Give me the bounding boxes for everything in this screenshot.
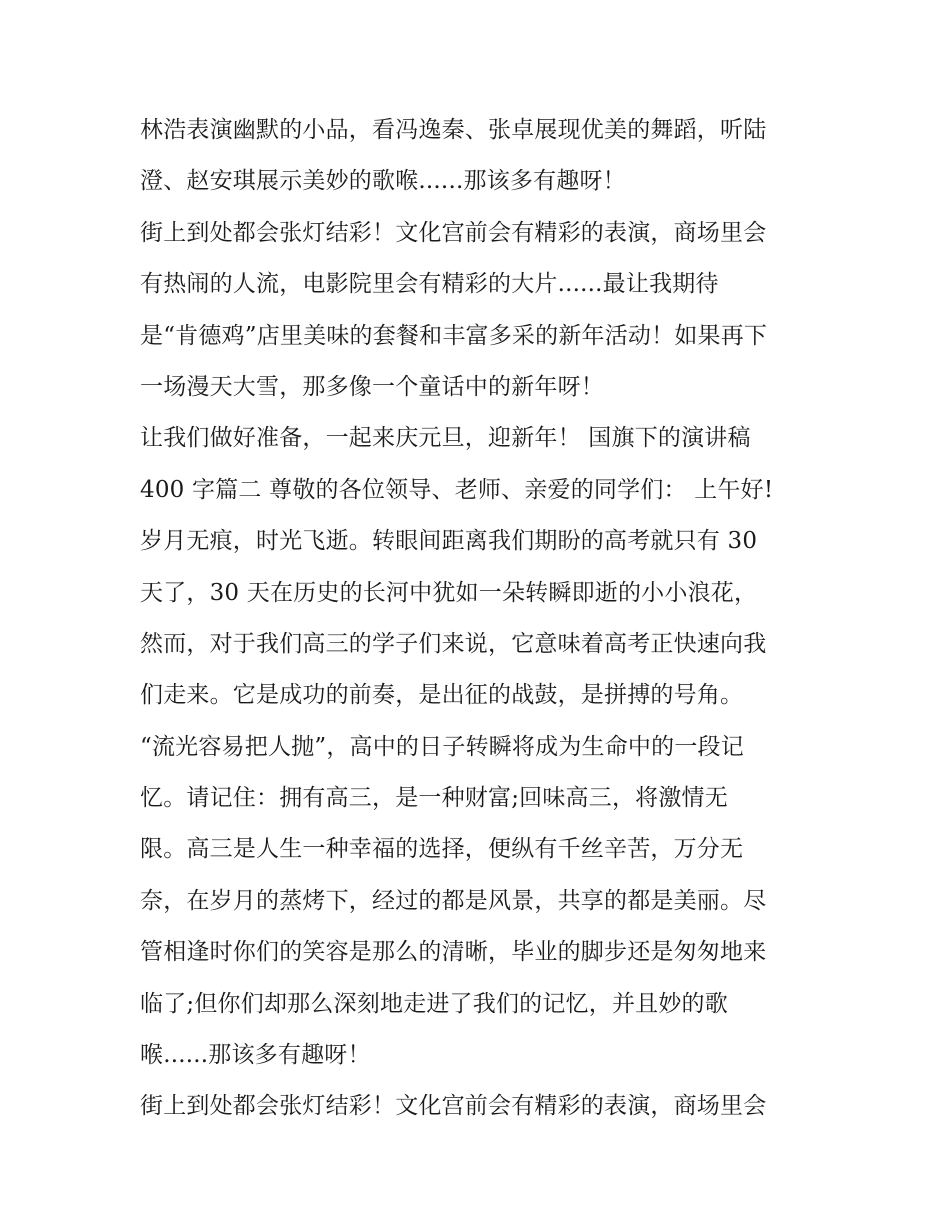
text-line: 然而，对于我们高三的学子们来说，它意味着高考正快速向我 <box>140 630 767 657</box>
text-line: 澄、赵安琪展示美妙的歌喉......那该多有趣呀！ <box>140 168 626 195</box>
text-line: 限。高三是人生一种幸福的选择，便纵有千丝辛苦，万分无 <box>140 836 744 863</box>
text-line: “流光容易把人抛”，高中的日子转瞬将成为生命中的一段记 <box>140 733 744 760</box>
text-line: 有热闹的人流，电影院里会有精彩的大片......最让我期待 <box>140 271 719 298</box>
text-line: 们走来。它是成功的前奏，是出征的战鼓，是拼搏的号角。 <box>140 682 744 709</box>
text-line: 管相逢时你们的笑容是那么的清晰，毕业的脚步还是匆匆地来 <box>140 939 767 966</box>
text-line: 林浩表演幽默的小品，看冯逸秦、张卓展现优美的舞蹈，听陆 <box>140 117 767 143</box>
text-line: 临了;但你们却那么深刻地走进了我们的记忆，并且妙的歌 <box>140 990 728 1017</box>
text-line: 忆。请记住：拥有高三，是一种财富;回味高三，将激情无 <box>140 785 728 812</box>
text-line: 奈，在岁月的蒸烤下，经过的都是风景，共享的都是美丽。尽 <box>140 887 767 914</box>
text-line: 一场漫天大雪，那多像一个童话中的新年呀！ <box>140 373 604 400</box>
text-line: 岁月无痕，时光飞逝。转眼间距离我们期盼的高考就只有 30 <box>140 528 758 555</box>
text-line: 让我们做好准备，一起来庆元旦，迎新年！ 国旗下的演讲稿 <box>140 425 751 452</box>
text-line: 喉......那该多有趣呀！ <box>140 1042 371 1069</box>
text-line: 天了，30 天在历史的长河中犹如一朵转瞬即逝的小小浪花， <box>140 579 758 606</box>
text-line: 是“肯德鸡”店里美味的套餐和丰富多采的新年活动！如果再下 <box>140 322 768 349</box>
text-line: 街上到处都会张灯结彩！文化宫前会有精彩的表演，商场里会 <box>140 1093 767 1120</box>
text-line: 街上到处都会张灯结彩！文化宫前会有精彩的表演，商场里会 <box>140 219 767 246</box>
text-line: 400 字篇二 尊敬的各位领导、老师、亲爱的同学们： 上午好! <box>140 476 774 503</box>
body-text <box>140 105 830 1133</box>
